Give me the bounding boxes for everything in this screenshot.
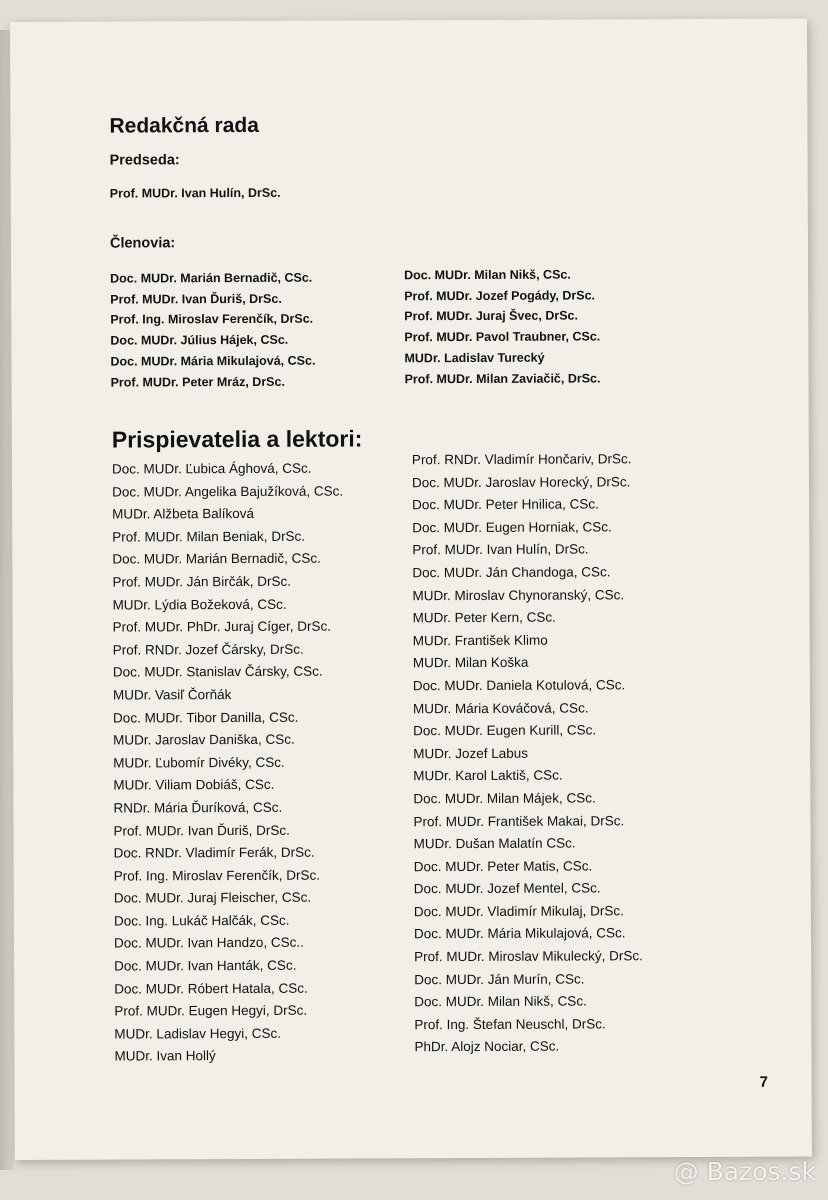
list-item: Doc. MUDr. Ľubica Ághová, CSc. [111,460,312,477]
list-item: MUDr. František Klimo [412,632,548,648]
list-item: MUDr. Karol Laktiš, CSc. [413,767,563,784]
list-item: MUDr. Ivan Hollý [114,1048,216,1064]
list-item: Doc. MUDr. Peter Matis, CSc. [413,858,593,874]
list-item: Doc. MUDr. Ivan Hanták, CSc. [114,957,297,974]
list-item: Prof. MUDr. Ján Birčák, DrSc. [112,573,292,590]
watermark: @ Bazos.sk [673,1157,816,1186]
list-item: Doc. Ing. Lukáč Halčák, CSc. [113,912,290,929]
contributors-left-list [112,458,346,1069]
list-item: Doc. MUDr. Daniela Kotulová, CSc. [412,677,626,694]
list-item: Prof. MUDr. Ivan Hulín, DrSc. [412,541,589,558]
list-item: Prof. MUDr. Milan Zaviačič, DrSc. [404,370,601,386]
list-item: Prof. RNDr. Vladimír Hončariv, DrSc. [411,451,632,468]
list-item: MUDr. Alžbeta Balíková [112,506,254,522]
list-item: MUDr. Jozef Labus [413,745,529,761]
list-item: PhDr. Alojz Nociar, CSc. [414,1039,560,1055]
list-item: Prof. RNDr. Jozef Čársky, DrSc. [112,641,304,658]
list-item: Prof. MUDr. Ivan Ďuriš, DrSc. [113,822,290,839]
list-item: MUDr. Lýdia Božeková, CSc. [112,596,287,613]
list-item: Doc. MUDr. Július Hájek, CSc. [110,332,289,348]
list-item: Prof. MUDr. Juraj Švec, DrSc. [404,308,579,324]
list-item: MUDr. Ladislav Hegyi, CSc. [114,1025,282,1042]
contributors-right-list [412,448,643,1059]
list-item: Doc. MUDr. Angelika Bajužíková, CSc. [112,483,344,500]
list-item: Prof. Ing. Miroslav Ferenčík, DrSc. [110,312,314,327]
chair-heading: Predseda: [109,152,180,169]
list-item: Doc. MUDr. Eugen Horniak, CSc. [412,519,612,536]
list-item: Doc. MUDr. Ján Murín, CSc. [414,971,585,987]
list-item: Prof. MUDr. PhDr. Juraj Cíger, DrSc. [112,618,331,635]
list-item: MUDr. Milan Koška [412,655,529,671]
list-item: Doc. MUDr. Vladimír Mikulaj, DrSc. [413,903,624,920]
list-item: MUDr. Miroslav Chynoranský, CSc. [412,586,625,603]
contributors-heading: Prispievatelia a lektori: [111,425,363,453]
list-item: Prof. MUDr. Miroslav Mikulecký, DrSc. [414,948,643,965]
list-item: Doc. MUDr. Eugen Kurill, CSc. [413,722,597,739]
members-heading: Členovia: [109,235,176,252]
list-item: Doc. MUDr. Marián Bernadič, CSc. [110,270,313,286]
list-item: Doc. MUDr. Jozef Mentel, CSc. [413,880,601,897]
members-left-list [110,268,315,393]
list-item: Doc. MUDr. Tibor Danilla, CSc. [113,709,299,726]
list-item: Doc. MUDr. Ivan Handzo, CSc.. [113,935,304,952]
chair-name: Prof. MUDr. Ivan Hulín, DrSc. [109,185,281,201]
list-item: Prof. MUDr. František Makai, DrSc. [413,812,625,829]
list-item: Doc. MUDr. Róbert Hatala, CSc. [114,980,308,997]
list-item: Doc. MUDr. Ján Chandoga, CSc. [412,564,611,581]
list-item: MUDr. Vasiľ Čorňák [112,686,232,703]
list-item: MUDr. Dušan Malatín CSc. [413,835,576,852]
list-item: MUDr. Ľubomír Divéky, CSc. [113,754,285,771]
list-item: Doc. MUDr. Milan Májek, CSc. [413,790,596,807]
list-item: Prof. MUDr. Peter Mráz, DrSc. [110,374,285,390]
list-item: Prof. Ing. Miroslav Ferenčík, DrSc. [113,867,321,884]
list-item: MUDr. Jaroslav Daniška, CSc. [113,731,295,748]
list-item: Doc. MUDr. Milan Nikš, CSc. [404,267,571,283]
list-item: Doc. MUDr. Peter Hnilica, CSc. [412,496,599,513]
list-item: MUDr. Mária Kováčová, CSc. [412,700,589,716]
editorial-board-title: Redakčná rada [109,113,259,138]
list-item: Doc. MUDr. Jaroslav Horecký, DrSc. [411,473,631,490]
list-item: Doc. MUDr. Stanislav Čársky, CSc. [112,663,323,680]
list-item: Prof. MUDr. Eugen Hegyi, DrSc. [114,1002,308,1019]
page-number: 7 [759,1073,769,1091]
list-item: Doc. MUDr. Mária Mikulajová, CSc. [413,925,626,942]
list-item: Doc. MUDr. Marián Bernadič, CSc. [112,551,321,567]
list-item: Doc. MUDr. Mária Mikulajová, CSc. [110,353,316,369]
list-item: Prof. Ing. Štefan Neuschl, DrSc. [414,1016,606,1033]
list-item: Prof. MUDr. Jozef Pogády, DrSc. [404,288,596,303]
list-item: Prof. MUDr. Milan Beniak, DrSc. [112,528,306,545]
members-right-list [404,264,600,389]
list-item: MUDr. Viliam Dobiáš, CSc. [113,777,275,793]
list-item: Doc. RNDr. Vladimír Ferák, DrSc. [113,844,315,861]
list-item: MUDr. Peter Kern, CSc. [412,609,556,626]
list-item: MUDr. Ladislav Turecký [404,350,545,366]
list-item: Prof. MUDr. Pavol Traubner, CSc. [404,329,601,345]
list-item: RNDr. Mária Ďuríková, CSc. [113,799,283,816]
list-item: Prof. MUDr. Ivan Ďuriš, DrSc. [110,291,282,307]
list-item: Doc. MUDr. Juraj Fleischer, CSc. [113,889,312,906]
book-page [10,19,812,1160]
list-item: Doc. MUDr. Milan Nikš, CSc. [414,993,587,1010]
